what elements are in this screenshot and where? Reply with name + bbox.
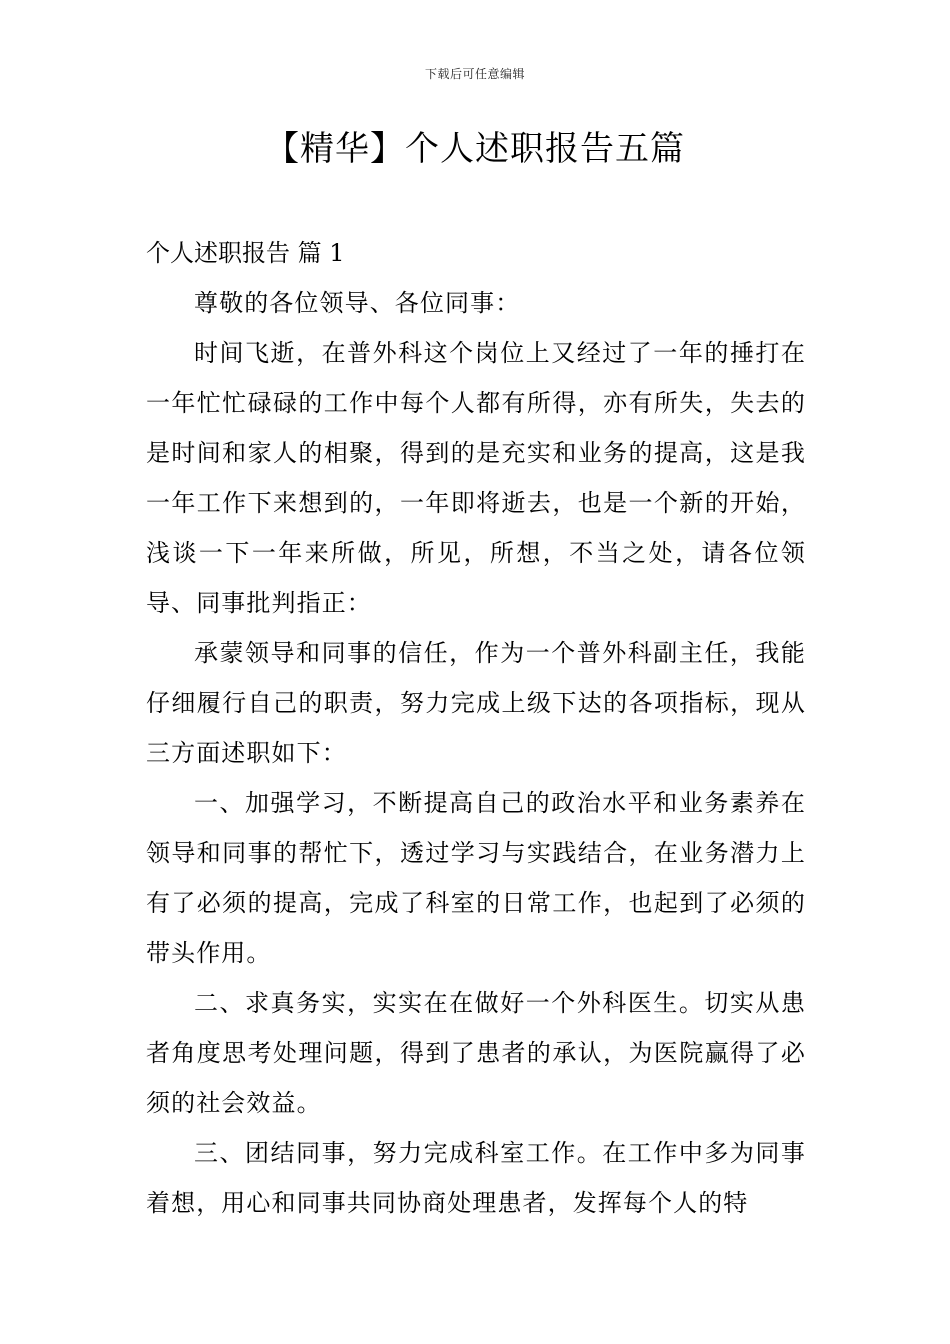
- paragraph-overview: 承蒙领导和同事的信任，作为一个普外科副主任，我能仔细履行自己的职责，努力完成上级下达的各项指标，现从三方面述职如下：: [146, 639, 806, 767]
- paragraph-point-1: 一、加强学习，不断提高自己的政治水平和业务素养在领导和同事的帮忙下，透过学习与实践结合，在业务潜力上有了必须的提高，完成了科室的日常工作，也起到了必须的带头作用。: [146, 789, 806, 967]
- document-body: [146, 228, 806, 1228]
- paragraph-point-2: 二、求真务实，实实在在做好一个外科医生。切实从患者角度思考处理问题，得到了患者的承认，为医院赢得了必须的社会效益。: [146, 989, 806, 1117]
- header-note: 下载后可任意编辑: [424, 67, 525, 81]
- paragraph-point-3: 三、团结同事，努力完成科室工作。在工作中多为同事着想，用心和同事共同协商处理患者，发挥每个人的特: [146, 1139, 806, 1217]
- paragraph-intro: 时间飞逝，在普外科这个岗位上又经过了一年的捶打在一年忙忙碌碌的工作中每个人都有所得，亦有所失，失去的是时间和家人的相聚，得到的是充实和业务的提高，这是我一年工作下来想到的，一年即将逝去，也是一个新的开始，浅谈一下一年来所做，所见，所想，不当之处，请各位领导、同事批判指正：: [146, 339, 806, 617]
- paragraph-salutation: 尊敬的各位领导、各位同事：: [194, 289, 521, 317]
- section-heading: 个人述职报告 篇 1: [146, 239, 345, 267]
- document-title: 【精华】个人述职报告五篇: [265, 129, 685, 169]
